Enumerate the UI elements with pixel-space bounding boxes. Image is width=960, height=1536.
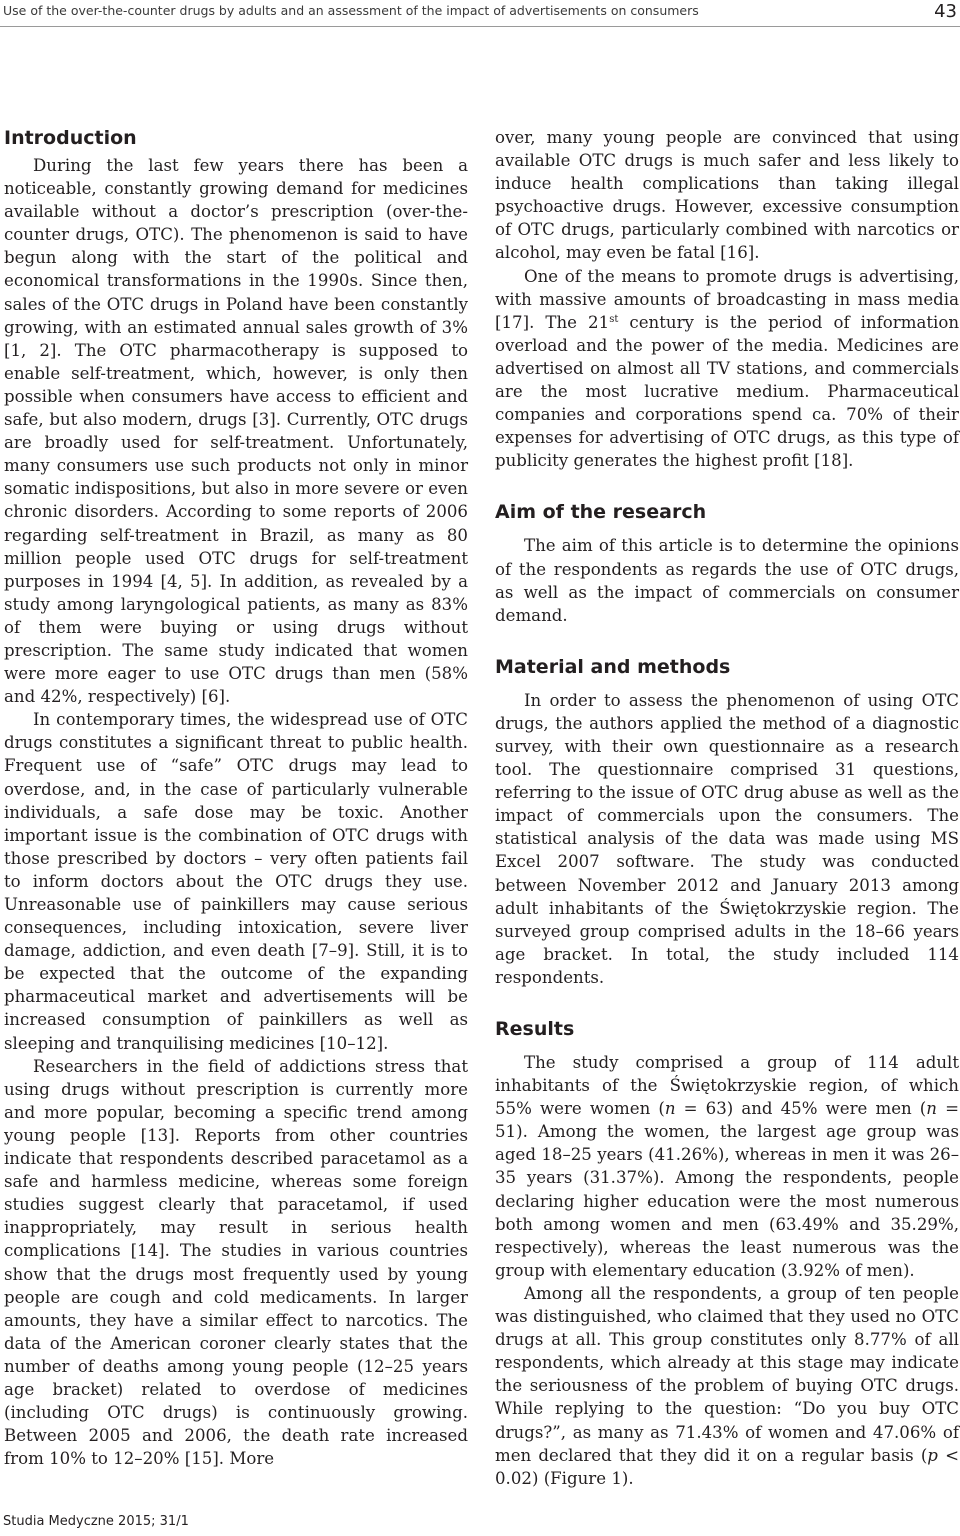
introduction-paragraph-4 [495,265,959,473]
methods-paragraph: In order to assess the phenomenon of using OTC drugs, the authors applied the method of a diagnostic survey, with their own questionnaire as a research tool. The questionnaire comprised 31 questions, referring to the issue of OTC drug abuse as well as the impact of commercials upon the consumers. The statistical analysis of the data was made using MS Excel 2007 software. The study was conducted between November 2012 and January 2013 among adult inhabitants of the Świętokrzyskie region. The surveyed group comprised adults in the 18–66 years age bracket. In total, the study included 114 respondents. [495,690,959,987]
right-column [495,126,959,1490]
running-title: Use of the over-the-counter drugs by adults and an assessment of the impact of advertisements on consumers [3,3,699,18]
introduction-paragraph-3-continued: over, many young people are convinced that using available OTC drugs is much safer and less likely to induce health complications than taking illegal psychoactive drugs. However, excessive consumption of OTC drugs, particularly combined with narcotics or alcohol, may even be fatal [16]. [495,128,959,263]
aim-paragraph: The aim of this article is to determine the opinions of the respondents as regards the use of OTC drugs, as well as the impact of commercials on consumer demand. [495,536,959,625]
journal-footer: Studia Medyczne 2015; 31/1 [3,1514,189,1529]
introduction-paragraph-3: Researchers in the field of addictions stress that using drugs without prescription is currently more and more popular, becoming a specific trend among young people [13]. Reports from other countries indicate that respondents described paracetamol as a safe and harmless medicine, whereas some foreign studies suggest clearly that paracetamol, if used inappropriately, may result in serious health complications [14]. The studies in various countries show that the drugs most frequently used by young people are cough and cold medicaments. In larger amounts, they have a similar effect to narcotics. The data of the American coroner clearly states that the number of deaths among young people (12–25 years age bracket) related to overdose of medicines (including OTC drugs) is continuously growing. Between 2005 and 2006, the death rate increased from 10% to 12–20% [15]. More [4,1056,468,1469]
paragraph-text: < 0.02) (Figure 1). [495,1445,959,1488]
introduction-paragraph-1: During the last few years there has been a noticeable, constantly growing demand for medicines available without a doctor’s prescription (over-the-counter drugs, OTC). The phenomenon is said to have begun along with the start of the political and economical transformations in the 1990s. Since then, sales of the OTC drugs in Poland have been constantly growing, with an estimated annual sales growth of 3% [1, 2]. The OTC pharmacotherapy is supposed to enable self-treatment, which, however, is only then possible when consumers have access to efficient and safe, but also modern, drugs [3]. Currently, OTC drugs are broadly used for self-treatment. Unfortunately, many consumers use such products not only in minor somatic indispositions, but also in more severe or even chronic disorders. According to some reports of 2006 regarding self-treatment in Brazil, as many as 80 million people used OTC drugs for self-treatment purposes in 1994 [4, 5]. In addition, as revealed by a study among laryngological patients, as many as 83% of them were buying or using drugs without prescription. The same study indicated that women were more eager to use OTC drugs than men (58% and 42%, respectively) [6]. [4,156,468,707]
n-symbol: n [926,1099,937,1119]
paragraph-text: Among all the respondents, a group of ten people was distinguished, who claimed that they used no OTC drugs at all. This group constitutes only 8.77% of all respondents, which already at this stage may indicate the seriousness of the problem of buying OTC drugs. While replying to the question: “Do you buy OTC drugs?”, as many as 71.43% of women and 47.06% of men declared that they did it on a regular basis ( [495,1283,959,1465]
page-number: 43 [934,1,957,22]
paragraph-text: = 51). Among the women, the largest age group was aged 18–25 years (41.26%), whereas in men it was 26–35 years (31.37%). Among the respondents, people declaring higher education were the most numerous both among women and men (63.49% and 35.29%, respectively), whereas the least numerous was the group with elementary education (3.92% of men). [495,1099,959,1280]
p-symbol: p [927,1445,938,1465]
paragraph-text: One of the means to promote drugs is advertising, with massive amounts of broadcasting in mass media [17]. The 21 [495,266,959,332]
results-paragraph-1 [495,1051,959,1282]
superscript-st: st [609,313,619,325]
running-header [0,0,960,27]
aim-heading: Aim of the research [495,501,707,524]
paragraph-text: = 63) and 45% were men ( [675,1099,927,1119]
left-column [4,126,468,1470]
paragraph-text: The study comprised a group of 114 adult inhabitants of the Świętokrzyskie region, of which 55% were women ( [495,1053,959,1119]
methods-heading: Material and methods [495,655,731,678]
results-heading: Results [495,1018,575,1040]
results-paragraph-2 [495,1282,959,1490]
introduction-heading: Introduction [4,127,137,149]
introduction-paragraph-2: In contemporary times, the widespread use of OTC drugs constitutes a significant threat to public health. Frequent use of “safe” OTC drugs may lead to overdose, and, in the case of particularly vulnerable individuals, a safe dose may be toxic. Another important issue is the combination of OTC drugs with those prescribed by doctors – very often patients fail to inform doctors about the OTC drugs they use. Unreasonable use of painkillers may cause serious consequences, including intoxication, severe liver damage, addiction, and even death [7–9]. Still, it is to be expected that the outcome of the expanding pharmaceutical market and advertisements will be increased consumption of painkillers as well as sleeping and tranquilising medicines [10–12]. [4,710,468,1053]
paragraph-text: century is the period of information overload and the power of the media. Medicines are advertised on almost all TV stations, and commercials are the most lucrative medium. Pharmaceutical companies and corporations spend ca. 70% of their expenses for advertising of OTC drugs, as this type of publicity generates the highest profit [18]. [495,312,960,471]
n-symbol: n [664,1099,676,1119]
